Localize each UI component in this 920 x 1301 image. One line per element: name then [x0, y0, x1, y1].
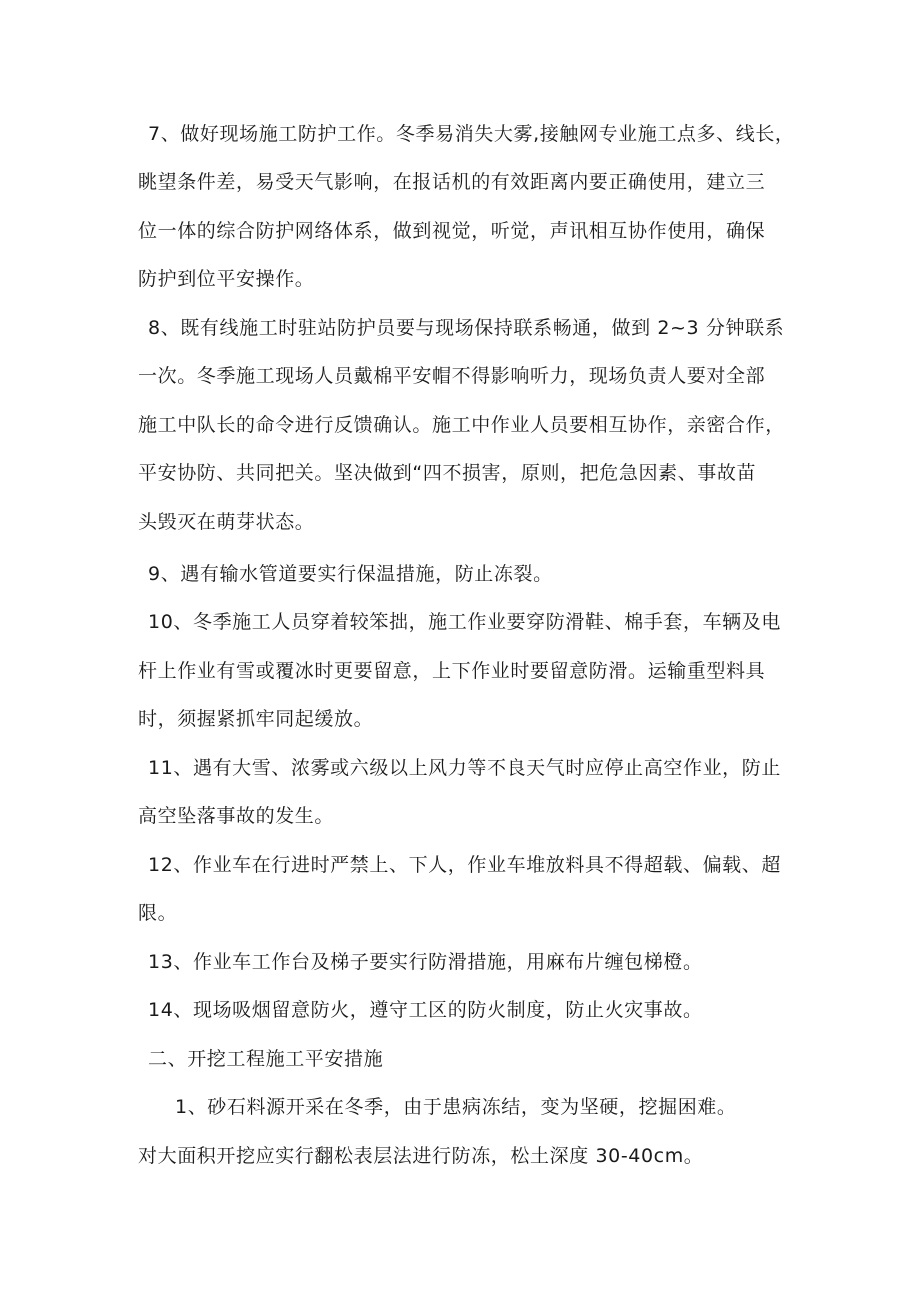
paragraph-12-line-2: 限。	[138, 902, 178, 924]
paragraph-7-line-2: 眺望条件差，易受天气影响，在报话机的有效距离内要正确使用，建立三	[138, 171, 766, 193]
paragraph-13-line-1: 13、作业车工作台及梯子要实行防滑措施，用麻布片缠包梯橙。	[148, 951, 703, 973]
paragraph-10-line-2: 杆上作业有雪或覆冰时更要留意，上下作业时要留意防滑。运输重型料具	[138, 660, 766, 682]
paragraph-7-line-3: 位一体的综合防护网络体系，做到视觉，听觉，声讯相互协作使用，确保	[138, 220, 766, 242]
section-paragraph-1-line-1: 1、砂石料源开采在冬季，由于患病冻结，变为坚硬，挖掘困难。	[175, 1096, 737, 1118]
paragraph-11-line-2: 高空坠落事故的发生。	[138, 805, 335, 827]
section-paragraph-1-line-2: 对大面积开挖应实行翻松表层法进行防冻，松土深度 30-40cm。	[138, 1145, 704, 1167]
paragraph-14-line-1: 14、现场吸烟留意防火，遵守工区的防火制度，防止火灾事故。	[148, 999, 703, 1021]
paragraph-8-line-1: 8、既有线施工时驻站防护员要与现场保持联系畅通，做到 2~3 分钟联系	[148, 317, 785, 339]
paragraph-7-line-1: 7、做好现场施工防护工作。冬季易消失大雾,接触网专业施工点多、线长，	[148, 123, 795, 145]
paragraph-10-line-1: 10、冬季施工人员穿着较笨拙，施工作业要穿防滑鞋、棉手套，车辆及电	[148, 611, 781, 633]
paragraph-9-line-1: 9、遇有输水管道要实行保温措施，防止冻裂。	[148, 563, 553, 585]
section-heading: 二、开挖工程施工平安措施	[148, 1048, 384, 1070]
paragraph-8-line-3: 施工中队长的命令进行反馈确认。施工中作业人员要相互协作，亲密合作，	[138, 414, 785, 436]
paragraph-12-line-1: 12、作业车在行进时严禁上、下人，作业车堆放料具不得超载、偏载、超	[148, 854, 781, 876]
paragraph-11-line-1: 11、遇有大雪、浓雾或六级以上风力等不良天气时应停止高空作业，防止	[148, 757, 781, 779]
paragraph-10-line-3: 时，须握紧抓牢同起缓放。	[138, 708, 374, 730]
paragraph-8-line-4: 平安协防、共同把关。坚决做到“四不损害，原则，把危急因素、事故苗	[138, 462, 757, 484]
paragraph-7-line-4: 防护到位平安操作。	[138, 268, 315, 290]
paragraph-8-line-2: 一次。冬季施工现场人员戴棉平安帽不得影响听力，现场负责人要对全部	[138, 365, 766, 387]
paragraph-8-line-5: 头毁灭在萌芽状态。	[138, 511, 315, 533]
